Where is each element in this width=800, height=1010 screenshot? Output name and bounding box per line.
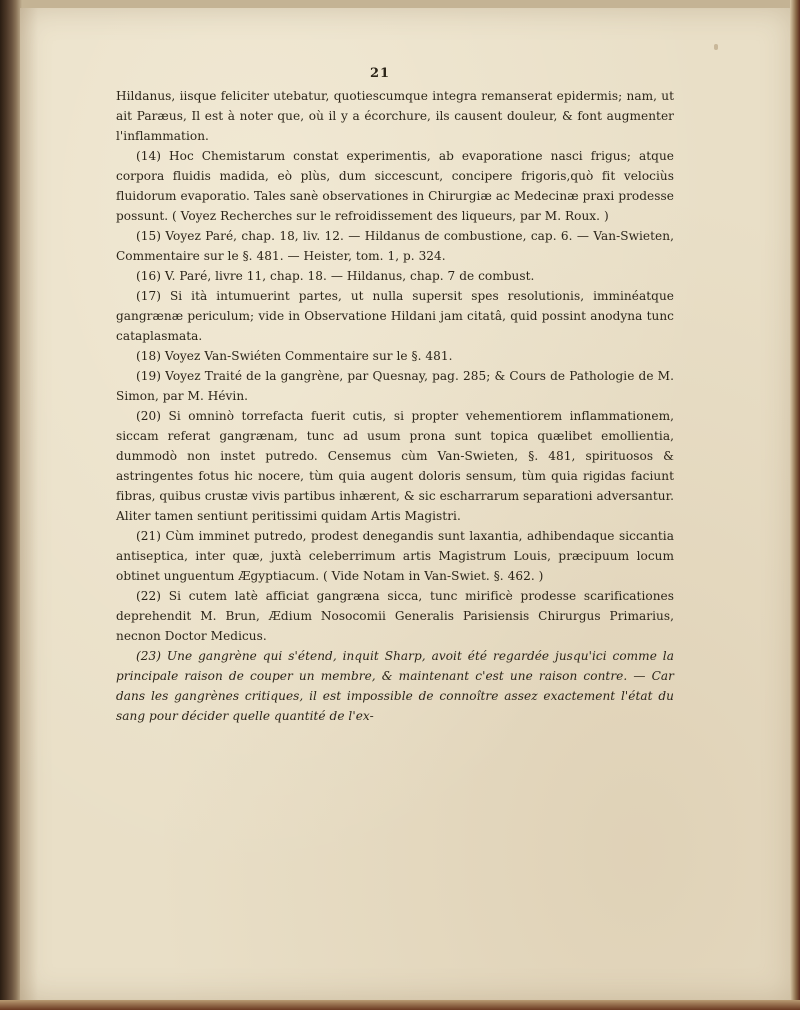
note-14: (14) Hoc Chemistarum constat experimentis, ab evaporatione nasci frigus; atque corpora fluidis madida, eò plùs, dum siccescunt, concipere frigoris,quò fit velociùs fluidorum evaporatio. Tales sanè observationes in Chirurgiæ ac Medecinæ praxi prodesse possunt. ( Voyez Recherches sur le refroidissement des liqueurs, par M. Roux. ): [116, 149, 674, 223]
paper-stain: [714, 44, 718, 50]
note-18: (18) Voyez Van-Swiéten Commentaire sur le §. 481.: [136, 349, 453, 363]
paragraph-continuation: Hildanus, iisque feliciter utebatur, quotiescumque integra remanserat epidermis; nam, ut ait Paræus, Il est à noter que, où il y a écorchure, ils causent douleur, & font augmenter l'inflammation.: [116, 89, 674, 143]
note-22: (22) Si cutem latè afficiat gangræna sicca, tunc mirificè prodesse scarificationes deprehendit M. Brun, Ædium Nosocomii Generalis Parisiensis Chirurgus Primarius, necnon Doctor Medicus.: [116, 589, 674, 643]
note-20: (20) Si omninò torrefacta fuerit cutis, si propter vehementiorem inflammationem, siccam referat gangrænam, tunc ad usum prona sunt topica quælibet emollientia, dummodò non instet putredo. Censemus cùm Van-Swieten, §. 481, spirituosos & astringentes fotus hic nocere, tùm quia augent doloris sensum, tùm quia rigidas faciunt fibras, quibus crustæ vivis partibus inhærent, & sic escharrarum separationi adversantur. Aliter tamen sentiunt peritissimi quidam Artis Magistri.: [116, 409, 674, 523]
right-page-edge: [790, 0, 800, 1010]
note-23: (23) Une gangrène qui s'étend, inquit Sharp, avoit été regardée jusqu'ici comme la principale raison de couper un membre, & maintenant c'est une raison contre. — Car dans les gangrènes critiques, il est impossible de connoître assez exactement l'état du sang pour décider quelle quantité de l'ex-: [116, 649, 674, 723]
note-17: (17) Si ità intumuerint partes, ut nulla supersit spes resolutionis, imminéatque gangrænæ periculum; vide in Observatione Hildani jam citatâ, quid possint anodyna tunc cataplasmata.: [116, 289, 674, 343]
page-number: 21: [369, 66, 391, 81]
note-19: (19) Voyez Traité de la gangrène, par Quesnay, pag. 285; & Cours de Pathologie de M. Simon, par M. Hévin.: [116, 369, 674, 403]
note-16: (16) V. Paré, livre 11, chap. 18. — Hildanus, chap. 7 de combust.: [136, 269, 535, 283]
note-15: (15) Voyez Paré, chap. 18, liv. 12. — Hildanus de combustione, cap. 6. — Van-Swieten, Commentaire sur le §. 481. — Heister, tom. 1, p. 324.: [116, 229, 674, 263]
notes-text-block: [116, 72, 674, 726]
bottom-page-edge: [0, 1000, 800, 1010]
note-21: (21) Cùm imminet putredo, prodest denegandis sunt laxantia, adhibendaque siccantia antiseptica, inter quæ, juxtà celeberrimum artis Magistrum Louis, præcipuum locum obtinet unguentum Ægyptiacum. ( Vide Notam in Van-Swiet. §. 462. ): [116, 529, 674, 583]
